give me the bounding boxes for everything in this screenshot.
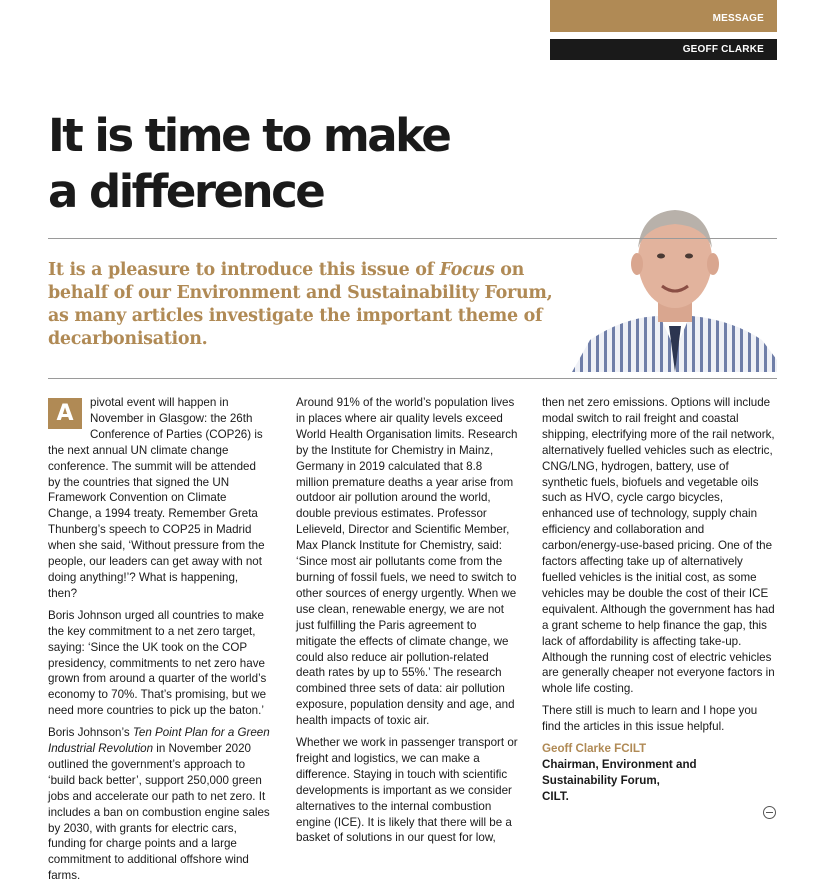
- signature-organisation: CILT.: [542, 789, 569, 803]
- intro-divider: [48, 378, 777, 379]
- headline-line-2: a difference: [48, 165, 324, 218]
- paragraph: Whether we work in passenger transport or freight and logistics, we can make a difference. Staying in touch with scientific developments is important as we consider alternatives to the internal combustion engine (ICE). It is likely that there will be a basket of solutions in our quest for low,: [296, 736, 518, 845]
- paragraph-text: pivotal event will happen in November in Glasgow: the 26th Conference of Parties (COP26) is the next annual UN climate change conference. The summit will be attended by the countries that signed the UN Framework Convention on Climate Change, a 1994 treaty. Remember Greta Thunberg’s speech to COP25 in Madrid when she said, ‘Without pressure from the people, our leaders can get away with not doing anything!’? What is happening, then?: [48, 396, 265, 600]
- body-column-2: [296, 395, 518, 852]
- intro-text-start: It is a pleasure to introduce this issue of: [48, 260, 440, 280]
- paragraph: then net zero emissions. Options will include modal switch to rail freight and coastal shipping, electrifying more of the rail network, alternatively fuelled vehicles such as electric, CNG/LNG, hydrogen, battery, use of synthetic fuels, biofuels and vegetable oils such as HVO, cycle cargo bicycles, enhanced use of technology, supply chain efficiency and collaboration and carbon/energy-use-based pricing. One of the factors affecting take up of alternatively fuelled vehicles is the initial cost, as some vehicles may be double the cost of their ICE equivalent. Although the government has had a grant scheme to help finance the gap, this lack of affordability is affecting take-up. Although the running cost of electric vehicles are generally cheaper not everyone factors in whole life costing.: [542, 396, 775, 696]
- paragraph: [48, 395, 270, 602]
- headline-line-1: It is time to make: [48, 109, 450, 162]
- signature-role-line-2: Sustainability Forum,: [542, 773, 660, 787]
- paragraph: There still is much to learn and I hope you find the articles in this issue helpful.: [542, 704, 758, 734]
- signature: [542, 741, 777, 805]
- intro-text-end: on behalf of our Environment and Sustainability Forum, as many articles investigate the important theme of decarbonisation.: [48, 260, 553, 349]
- paragraph: Boris Johnson urged all countries to make the key commitment to a net zero target, saying: ‘Since the UK took on the COP presidency, commitments to net zero have grown from around a quarter of the world’s economy to 70%. That’s promising, but we need more countries to pick up the baton.’: [48, 608, 267, 718]
- intro-publication-name: Focus: [439, 260, 495, 280]
- signature-role-line-1: Chairman, Environment and: [542, 757, 697, 771]
- author-label: GEOFF CLARKE: [550, 39, 777, 60]
- drop-cap: A: [48, 398, 82, 429]
- paragraph: [48, 725, 270, 884]
- body-column-3: [542, 395, 777, 805]
- paragraph: Around 91% of the world’s population lives in places where air quality levels exceed World Health Organisation limits. Research by the Institute for Chemistry in Mainz, Germany in 2019 calculated that 8.8 million premature deaths a year arise from outdoor air pollution around the world, double previous estimates. Professor Lelieveld, Director and Scientific Member, Max Planck Institute for Chemistry, said: ‘Since most air pollutants come from the burning of fossil fuels, we need to switch to other sources of energy urgently. When we use clean, renewable energy, we are not just fulfilling the Paris agreement to mitigate the effects of climate change, we could also reduce air pollution-related death rates by up to 55%.’ The research combined three sets of data: air pollution exposure, population density and age, and health impacts of toxic air.: [296, 396, 518, 728]
- page-title: [48, 108, 449, 220]
- section-label: MESSAGE: [550, 0, 777, 32]
- top-divider: [48, 238, 777, 239]
- signature-name: Geoff Clarke FCILT: [542, 742, 647, 756]
- plan-title: Ten Point Plan for a Green Industrial Revolution: [48, 726, 270, 756]
- intro-standfirst: [48, 259, 568, 351]
- end-of-article-icon: [763, 806, 776, 819]
- author-portrait-photo: [572, 190, 777, 372]
- paragraph-text: Boris Johnson’s: [48, 726, 133, 740]
- paragraph-text: in November 2020 outlined the government’s approach to ‘build back better’, support 250,000 green jobs and accelerate our path to net zero. It includes a ban on combustion engine sales by 2030, with grants for electric cars, funding for charge points and a large commitment to additional offshore wind farms.: [48, 742, 270, 883]
- body-column-1: [48, 395, 270, 890]
